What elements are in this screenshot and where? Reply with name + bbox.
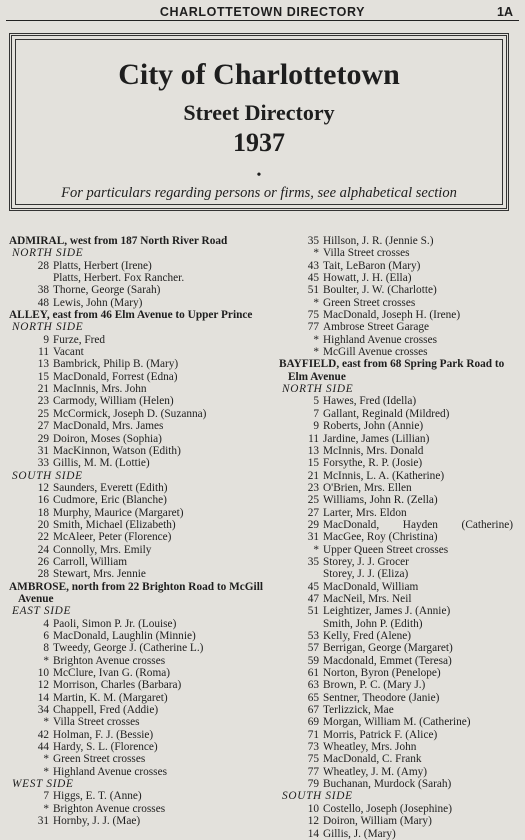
resident-name: Storey, J. J. (Eliza) <box>323 568 409 581</box>
cross-street-marker: * <box>43 802 49 815</box>
directory-entry <box>279 581 517 593</box>
resident-name: Hillson, J. R. (Jennie S.) <box>323 235 434 247</box>
directory-entry <box>279 346 517 358</box>
resident-name: McCormick, Joseph D. (Suzanna) <box>53 407 207 420</box>
resident-name: Gallant, Reginald (Mildred) <box>323 407 450 420</box>
directory-entry <box>9 260 277 272</box>
resident-name: Brown, P. C. (Mary J.) <box>323 679 426 692</box>
resident-name: Higgs, E. T. (Anne) <box>53 790 142 803</box>
cross-street-marker: * <box>43 765 49 778</box>
house-number: 34 <box>37 704 49 717</box>
house-number: 29 <box>307 518 319 531</box>
house-number: 25 <box>307 494 319 507</box>
cross-street-marker: * <box>43 654 49 667</box>
house-number: 10 <box>37 667 49 680</box>
house-number: 12 <box>37 481 49 494</box>
directory-entry <box>9 766 277 778</box>
resident-name: Brighton Avenue crosses <box>53 654 166 667</box>
left-column <box>9 235 277 828</box>
house-number: 59 <box>307 654 319 667</box>
directory-entry <box>9 692 277 704</box>
house-number: 42 <box>37 728 49 741</box>
house-number: 27 <box>37 420 49 433</box>
resident-name: Lewis, John (Mary) <box>53 296 143 309</box>
resident-name: Jardine, James (Lillian) <box>323 432 430 445</box>
resident-name: Larter, Mrs. Eldon <box>323 506 407 519</box>
directory-entry <box>279 692 517 704</box>
directory-entry <box>279 729 517 741</box>
house-number: 24 <box>37 543 49 556</box>
resident-name: Macdonald, Emmet (Teresa) <box>323 654 452 667</box>
resident-name: Williams, John R. (Zella) <box>323 494 438 507</box>
resident-name: O'Brien, Mrs. Ellen <box>323 481 412 494</box>
street-heading: AMBROSE, north from 22 Brighton Road to McGill Avenue <box>9 580 263 605</box>
resident-name: McAleer, Peter (Florence) <box>53 531 172 544</box>
directory-entry <box>9 297 277 309</box>
resident-name: Sentner, Theodore (Janie) <box>323 691 440 704</box>
directory-entry <box>9 408 277 420</box>
resident-name: Highland Avenue crosses <box>323 333 437 346</box>
resident-name: Kelly, Fred (Alene) <box>323 630 412 642</box>
resident-name: Villa Street crosses <box>53 716 140 729</box>
directory-entry <box>279 815 517 827</box>
directory-entry <box>9 334 277 346</box>
directory-entry <box>9 371 277 383</box>
house-number: 51 <box>307 605 319 618</box>
title-box <box>9 33 509 211</box>
header-rule <box>6 20 519 21</box>
directory-entry <box>279 309 517 321</box>
directory-entry <box>279 445 517 457</box>
cross-street-marker: * <box>313 333 319 346</box>
directory-entry <box>279 741 517 753</box>
resident-name: Holman, F. J. (Bessie) <box>53 728 154 741</box>
house-number: 11 <box>38 346 49 359</box>
resident-name: McInnis, L. A. (Katherine) <box>323 469 445 482</box>
directory-entry <box>9 630 277 642</box>
resident-name: MacDonald, Laughlin (Minnie) <box>53 630 196 642</box>
resident-name: Buchanan, Murdock (Sarah) <box>323 778 452 791</box>
directory-entry <box>279 321 517 333</box>
directory-entry <box>279 284 517 296</box>
house-number: 77 <box>307 321 319 334</box>
resident-name: Doiron, Moses (Sophia) <box>53 432 162 445</box>
cross-street-marker: * <box>43 753 49 766</box>
resident-name: Boulter, J. W. (Charlotte) <box>323 284 437 297</box>
street-heading: BAYFIELD, east from 68 Spring Park Road to Elm Avenue <box>279 358 505 383</box>
resident-name: Norton, Byron (Penelope) <box>323 667 441 680</box>
house-number: 48 <box>37 296 49 309</box>
house-number: 26 <box>37 555 49 568</box>
directory-entry <box>279 519 517 531</box>
directory-entry <box>279 778 517 790</box>
resident-name: Green Street crosses <box>53 753 146 766</box>
resident-name: Chappell, Fred (Addie) <box>53 704 159 717</box>
resident-name: Doiron, William (Mary) <box>323 815 432 828</box>
house-number: 43 <box>307 259 319 272</box>
resident-name: Carmody, William (Helen) <box>53 395 174 408</box>
directory-entry <box>279 395 517 407</box>
directory-entry <box>9 420 277 432</box>
resident-name: MacDonald, Forrest (Edna) <box>53 370 178 383</box>
house-number: 22 <box>37 531 49 544</box>
house-number: 79 <box>307 778 319 791</box>
resident-name: MacInnis, Mrs. John <box>53 383 147 396</box>
resident-name: McInnis, Mrs. Donald <box>323 444 424 457</box>
resident-name: Ambrose Street Garage <box>323 321 430 334</box>
directory-entry <box>279 457 517 469</box>
house-number: 38 <box>37 284 49 297</box>
resident-name: Stewart, Mrs. Jennie <box>53 568 146 581</box>
house-number: 8 <box>43 642 49 655</box>
side-heading: EAST SIDE <box>12 605 72 618</box>
directory-entry <box>279 420 517 432</box>
house-number: 45 <box>307 272 319 285</box>
resident-name: MacKinnon, Watson (Edith) <box>53 444 181 457</box>
page-number: 1A <box>497 5 513 19</box>
house-number: 13 <box>307 444 319 457</box>
street-heading: ADMIRAL, west from 187 North River Road <box>9 235 228 247</box>
resident-name: Saunders, Everett (Edith) <box>53 481 168 494</box>
resident-name: Platts, Herbert. Fox Rancher. <box>53 272 185 285</box>
resident-name: Highland Avenue crosses <box>53 765 167 778</box>
house-number: 67 <box>307 704 319 717</box>
side-heading: SOUTH SIDE <box>282 790 353 803</box>
city-title: City of Charlottetown <box>118 58 400 91</box>
directory-entry <box>9 815 277 827</box>
house-number: 10 <box>307 802 319 815</box>
directory-entry <box>9 790 277 802</box>
directory-entry <box>9 482 277 494</box>
bullet-ornament: • <box>256 168 262 183</box>
house-number: 31 <box>307 531 319 544</box>
side-heading: SOUTH SIDE <box>12 469 83 482</box>
directory-entry <box>9 568 277 580</box>
resident-name: Tait, LeBaron (Mary) <box>323 259 421 272</box>
directory-entry <box>9 445 277 457</box>
resident-name: Murphy, Maurice (Margaret) <box>53 506 184 519</box>
resident-name: Green Street crosses <box>323 296 416 309</box>
directory-entry <box>9 383 277 395</box>
directory-year: 1937 <box>233 128 285 157</box>
resident-name: Upper Queen Street crosses <box>323 543 449 556</box>
directory-entry <box>9 531 277 543</box>
directory-entry <box>9 457 277 469</box>
resident-name: Martin, K. M. (Margaret) <box>53 691 168 704</box>
resident-name: MacDonald, C. Frank <box>323 753 422 766</box>
right-column <box>279 235 517 840</box>
cross-street-marker: * <box>313 346 319 359</box>
directory-entry <box>279 272 517 284</box>
resident-name: McClure, Ivan G. (Roma) <box>53 667 171 680</box>
directory-entry <box>9 507 277 519</box>
directory-entry-continuation <box>279 618 517 630</box>
directory-entry <box>279 507 517 519</box>
house-number: 6 <box>43 630 49 642</box>
resident-name: Paoli, Simon P. Jr. (Louise) <box>53 617 177 630</box>
house-number: 51 <box>307 284 319 297</box>
house-number: 15 <box>307 457 319 470</box>
reference-note: For particulars regarding persons or firms, see alphabetical section <box>61 185 457 201</box>
house-number: 13 <box>37 358 49 371</box>
cross-street-marker: * <box>313 247 319 260</box>
house-number: 28 <box>37 568 49 581</box>
directory-entry <box>9 716 277 728</box>
directory-entry <box>279 593 517 605</box>
directory-entry <box>9 753 277 765</box>
resident-name: Gillis, M. M. (Lottie) <box>53 457 150 470</box>
directory-entry <box>9 395 277 407</box>
house-number: 28 <box>37 259 49 272</box>
house-number: 35 <box>307 235 319 247</box>
resident-name: McGill Avenue crosses <box>323 346 428 359</box>
resident-name: Hawes, Fred (Idella) <box>323 395 417 408</box>
resident-name: Connolly, Mrs. Emily <box>53 543 152 556</box>
cross-street-marker: * <box>43 716 49 729</box>
directory-entry <box>279 642 517 654</box>
resident-name: Smith, Michael (Elizabeth) <box>53 518 176 531</box>
directory-entry <box>279 482 517 494</box>
resident-name: Hardy, S. L. (Florence) <box>53 741 158 754</box>
side-heading: NORTH SIDE <box>282 383 354 396</box>
directory-entry <box>279 828 517 840</box>
directory-entry-continuation <box>279 568 517 580</box>
house-number: 23 <box>37 395 49 408</box>
directory-entry <box>279 408 517 420</box>
side-heading: NORTH SIDE <box>12 247 84 260</box>
resident-name: Morgan, William M. (Catherine) <box>323 716 471 729</box>
directory-entry <box>9 494 277 506</box>
directory-entry <box>279 247 517 259</box>
resident-name: Storey, J. J. Grocer <box>323 555 409 568</box>
directory-entry <box>279 766 517 778</box>
running-header <box>0 3 525 21</box>
directory-entry <box>9 803 277 815</box>
directory-entry <box>279 655 517 667</box>
house-number: 25 <box>37 407 49 420</box>
house-number: 29 <box>37 432 49 445</box>
directory-entry <box>279 605 517 617</box>
directory-entry <box>279 803 517 815</box>
directory-entry <box>279 556 517 568</box>
house-number: 21 <box>307 469 319 482</box>
directory-entry <box>9 544 277 556</box>
directory-entry <box>279 531 517 543</box>
resident-name: Platts, Herbert (Irene) <box>53 259 152 272</box>
resident-name: MacDonald, William <box>323 580 419 593</box>
resident-name: Berrigan, George (Margaret) <box>323 642 453 655</box>
house-number: 63 <box>307 679 319 692</box>
house-number: 75 <box>307 309 319 322</box>
directory-entry <box>279 667 517 679</box>
resident-name: Villa Street crosses <box>323 247 410 260</box>
resident-name: Costello, Joseph (Josephine) <box>323 802 452 815</box>
house-number: 27 <box>307 506 319 519</box>
directory-entry <box>9 284 277 296</box>
resident-name: Tweedy, George J. (Catherine L.) <box>53 642 204 655</box>
house-number: 65 <box>307 691 319 704</box>
resident-name: Forsythe, R. P. (Josie) <box>323 457 423 470</box>
resident-name: MacGee, Roy (Christina) <box>323 531 438 544</box>
resident-name: Bambrick, Philip B. (Mary) <box>53 358 179 371</box>
house-number: 31 <box>37 815 49 828</box>
directory-entry <box>9 358 277 370</box>
resident-name: Morris, Patrick F. (Alice) <box>323 728 438 741</box>
directory-entry-continuation <box>9 272 277 284</box>
directory-entry <box>279 235 517 247</box>
house-number: 15 <box>37 370 49 383</box>
house-number: 73 <box>307 741 319 754</box>
house-number: 14 <box>307 827 319 840</box>
resident-name: Wheatley, J. M. (Amy) <box>323 765 428 778</box>
house-number: 9 <box>313 420 319 433</box>
house-number: 7 <box>43 790 49 803</box>
resident-name: Leightizer, James J. (Annie) <box>323 605 451 618</box>
house-number: 45 <box>307 580 319 593</box>
house-number: 23 <box>307 481 319 494</box>
house-number: 20 <box>37 518 49 531</box>
side-heading: WEST SIDE <box>12 778 74 791</box>
directory-entry <box>9 704 277 716</box>
resident-name: Thorne, George (Sarah) <box>53 284 161 297</box>
directory-entry <box>9 741 277 753</box>
resident-name: Smith, John P. (Edith) <box>323 617 423 630</box>
directory-entry <box>279 433 517 445</box>
house-number: 11 <box>308 432 319 445</box>
running-title: CHARLOTTETOWN DIRECTORY <box>159 5 366 19</box>
directory-entry <box>9 433 277 445</box>
directory-entry <box>279 494 517 506</box>
house-number: 31 <box>37 444 49 457</box>
resident-name: MacNeil, Mrs. Neil <box>323 592 412 605</box>
directory-entry <box>279 753 517 765</box>
directory-entry <box>9 667 277 679</box>
house-number: 35 <box>307 555 319 568</box>
directory-entry <box>9 618 277 630</box>
directory-entry <box>9 655 277 667</box>
resident-name: Brighton Avenue crosses <box>53 802 166 815</box>
resident-name: Furze, Fred <box>53 333 106 346</box>
resident-name: MacDonald, Hayden (Catherine) <box>323 518 513 531</box>
resident-name: Gillis, J. (Mary) <box>323 827 396 840</box>
directory-entry <box>9 519 277 531</box>
resident-name: Roberts, John (Annie) <box>323 420 424 433</box>
house-number: 5 <box>313 395 319 408</box>
directory-entry <box>279 630 517 642</box>
resident-name: Cudmore, Eric (Blanche) <box>53 494 167 507</box>
house-number: 44 <box>37 741 49 754</box>
resident-name: MacDonald, Mrs. James <box>53 420 164 433</box>
directory-entry <box>279 297 517 309</box>
resident-name: Vacant <box>53 346 84 359</box>
resident-name: Carroll, William <box>53 555 128 568</box>
house-number: 7 <box>313 407 319 420</box>
directory-entry <box>279 470 517 482</box>
directory-entry <box>9 556 277 568</box>
house-number: 4 <box>43 617 49 630</box>
house-number: 77 <box>307 765 319 778</box>
side-heading: NORTH SIDE <box>12 321 84 334</box>
directory-entry <box>279 704 517 716</box>
resident-name: Terlizzick, Mae <box>323 704 394 717</box>
house-number: 9 <box>43 333 49 346</box>
resident-name: Howatt, J. H. (Ella) <box>323 272 412 285</box>
house-number: 75 <box>307 753 319 766</box>
directory-entry <box>279 260 517 272</box>
house-number: 21 <box>37 383 49 396</box>
directory-entry <box>279 334 517 346</box>
directory-entry <box>9 679 277 691</box>
cross-street-marker: * <box>313 543 319 556</box>
house-number: 69 <box>307 716 319 729</box>
house-number: 57 <box>307 642 319 655</box>
resident-name: Morrison, Charles (Barbara) <box>53 679 182 692</box>
house-number: 47 <box>307 592 319 605</box>
house-number: 18 <box>37 506 49 519</box>
house-number: 12 <box>307 815 319 828</box>
directory-entry <box>9 642 277 654</box>
resident-name: Wheatley, Mrs. John <box>323 741 417 754</box>
directory-entry <box>279 679 517 691</box>
house-number: 12 <box>37 679 49 692</box>
directory-subtitle: Street Directory <box>183 100 335 125</box>
house-number: 14 <box>37 691 49 704</box>
directory-entry <box>9 346 277 358</box>
street-heading: ALLEY, east from 46 Elm Avenue to Upper Prince <box>9 309 253 322</box>
directory-entry <box>279 544 517 556</box>
house-number: 61 <box>307 667 319 680</box>
resident-name: Hornby, J. J. (Mae) <box>53 815 141 828</box>
directory-entry <box>9 729 277 741</box>
cross-street-marker: * <box>313 296 319 309</box>
directory-entry <box>279 716 517 728</box>
resident-name: MacDonald, Joseph H. (Irene) <box>323 309 461 322</box>
house-number: 16 <box>37 494 49 507</box>
house-number: 33 <box>37 457 49 470</box>
house-number: 53 <box>307 630 319 642</box>
house-number: 71 <box>307 728 319 741</box>
